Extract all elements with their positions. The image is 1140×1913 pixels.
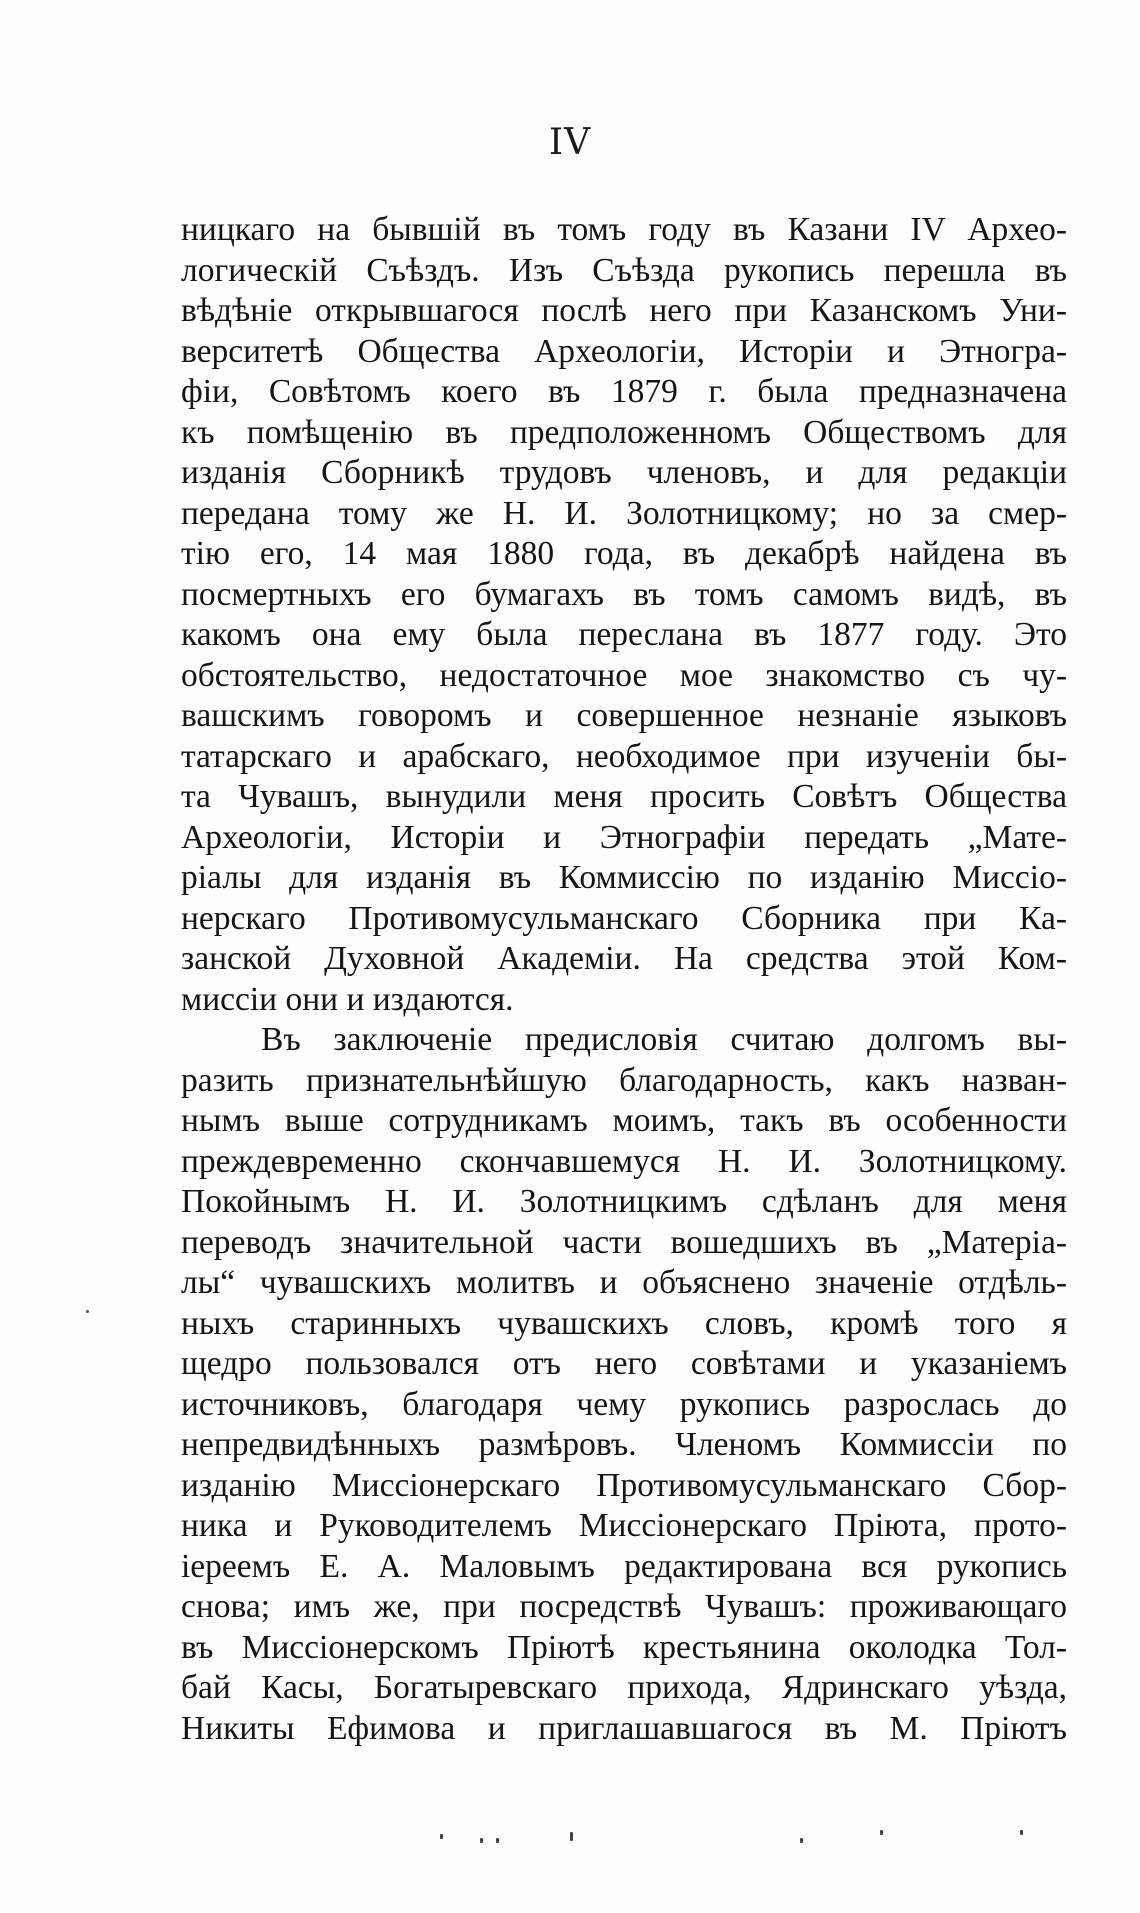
text-line: татарскаго и арабскаго, необходимое при изученіи бы- — [181, 737, 1067, 775]
text-line: нымъ выше сотрудникамъ моимъ, такъ въ особенности — [181, 1102, 1067, 1139]
text-line: Въ заключеніе предисловія считаю долгомъ вы- — [261, 1021, 1067, 1058]
text-line: разить признательнѣйшую благодарность, какъ назван- — [181, 1061, 1067, 1099]
text-line: непредвидѣнныхъ размѣровъ. Членомъ Коммиссіи по — [181, 1426, 1067, 1463]
body-text — [181, 210, 1067, 1749]
page-number: IV — [548, 122, 592, 163]
text-line: лы“ чувашскихъ молитвъ и объяснено значеніе отдѣль- — [181, 1264, 1067, 1301]
text-line: вѣдѣніе открывшагося послѣ него при Казанскомъ Уни- — [181, 292, 1067, 329]
margin-speck — [86, 1310, 89, 1313]
text-line: іереемъ Е. А. Маловымъ редактирована вся рукопись — [181, 1547, 1067, 1585]
text-line: къ помѣщенію въ предположенномъ Обществомъ для — [181, 413, 1067, 451]
text-line: обстоятельство, недостаточное мое знакомство съ чу- — [181, 656, 1067, 694]
print-specks — [440, 1830, 1040, 1850]
text-line: переводъ значительной части вошедшихъ въ „Матеріа- — [181, 1223, 1067, 1261]
text-line: бай Касы, Богатыревскаго прихода, Ядринскаго уѣзда, — [181, 1669, 1067, 1706]
text-line: занской Духовной Академіи. На средства этой Ком- — [181, 940, 1067, 977]
text-line: Археологіи, Исторіи и Этнографіи передать „Мате- — [181, 818, 1067, 856]
print-speck — [880, 1830, 883, 1835]
text-line: ника и Руководителемъ Миссіонерскаго Пріюта, прото- — [181, 1507, 1067, 1544]
print-speck — [440, 1834, 443, 1839]
text-line: какомъ она ему была переслана въ 1877 году. Это — [181, 616, 1067, 653]
text-line: ныхъ старинныхъ чувашскихъ словъ, кромѣ того я — [181, 1304, 1067, 1342]
text-line: тію его, 14 мая 1880 года, въ декабрѣ найдена въ — [181, 535, 1067, 572]
text-line: посмертныхъ его бумагахъ въ томъ самомъ видѣ, въ — [181, 575, 1067, 613]
text-line: миссіи они и издаются. — [181, 980, 514, 1018]
text-line: преждевременно скончавшемуся Н. И. Золотницкому. — [181, 1142, 1067, 1180]
text-line: фіи, Совѣтомъ коего въ 1879 г. была предназначена — [181, 373, 1067, 410]
text-line: Покойнымъ Н. И. Золотницкимъ сдѣланъ для меня — [181, 1183, 1067, 1220]
text-line: передана тому же Н. И. Золотницкому; но за смер- — [181, 494, 1067, 532]
text-line: верситетѣ Общества Археологіи, Исторіи и Этногра- — [181, 332, 1067, 370]
print-speck — [800, 1838, 803, 1843]
print-speck — [1020, 1830, 1023, 1835]
text-line: ницкаго на бывшій въ томъ году въ Казани IV Архео- — [181, 211, 1067, 248]
text-line: снова; имъ же, при посредствѣ Чувашъ: проживающаго — [181, 1588, 1067, 1625]
text-line: изданію Миссіонерскаго Противомусульманскаго Сбор- — [181, 1466, 1067, 1504]
print-speck — [480, 1838, 483, 1843]
text-line: Никиты Ефимова и приглашавшагося въ М. Пріютъ — [181, 1709, 1067, 1747]
print-speck — [570, 1832, 573, 1841]
text-line: логическій Съѣздъ. Изъ Съѣзда рукопись перешла въ — [181, 251, 1067, 289]
text-line: источниковъ, благодаря чему рукопись разрослась до — [181, 1385, 1067, 1423]
print-speck — [496, 1838, 499, 1843]
text-line: та Чувашъ, вынудили меня просить Совѣтъ Общества — [181, 778, 1067, 815]
text-line: въ Миссіонерскомъ Пріютѣ крестьянина околодка Тол- — [181, 1628, 1067, 1666]
text-line: ріалы для изданія въ Коммиссію по изданію Миссіо- — [181, 859, 1067, 896]
text-line: нерскаго Противомусульманскаго Сборника при Ка- — [181, 899, 1067, 937]
text-line: вашскимъ говоромъ и совершенное незнаніе языковъ — [181, 697, 1067, 734]
text-line: щедро пользовался отъ него совѣтами и указаніемъ — [181, 1345, 1067, 1382]
text-line: изданія Сборникѣ трудовъ членовъ, и для редакціи — [181, 454, 1067, 491]
